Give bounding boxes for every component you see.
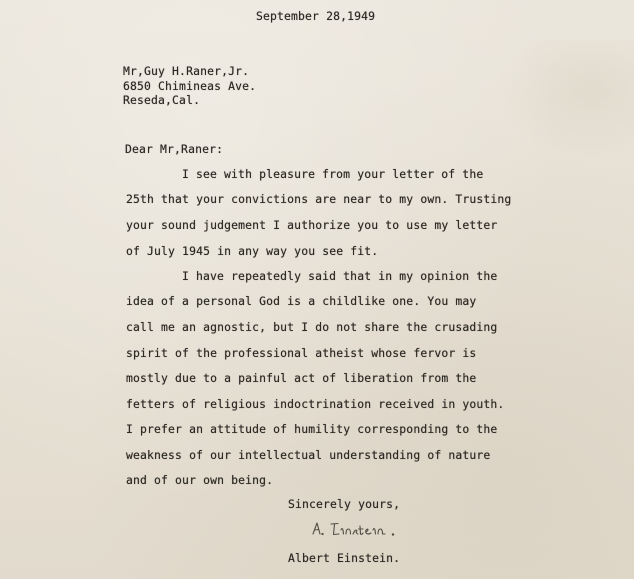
paragraph-1-line: I see with pleasure from your letter of the xyxy=(182,167,484,181)
recipient-street: 6850 Chimineas Ave. xyxy=(123,79,257,93)
paragraph-2-line: idea of a personal God is a childlike one. You may xyxy=(126,294,477,308)
closing: Sincerely yours, xyxy=(288,497,401,511)
paragraph-2-line: and of our own being. xyxy=(126,473,274,487)
paper-stain xyxy=(494,40,634,160)
paragraph-2-line: mostly due to a painful act of liberation from the xyxy=(126,371,477,385)
salutation: Dear Mr,Raner: xyxy=(125,142,224,156)
letter-date: September 28,1949 xyxy=(256,9,376,23)
paragraph-1-line: of July 1945 in any way you see fit. xyxy=(126,244,379,258)
recipient-city: Reseda,Cal. xyxy=(123,93,201,107)
recipient-name: Mr,Guy H.Raner,Jr. xyxy=(123,64,250,78)
paragraph-2-line: spirit of the professional atheist whose fervor is xyxy=(126,346,477,360)
paragraph-2-line: I have repeatedly said that in my opinion the xyxy=(182,269,498,283)
paragraph-2-line: fetters of religious indoctrination received in youth. xyxy=(126,397,505,411)
paragraph-2-line: I prefer an attitude of humility corresponding to the xyxy=(126,422,498,436)
paragraph-1-line: your sound judgement I authorize you to use my letter xyxy=(126,218,498,232)
paragraph-1-line: 25th that your convictions are near to my own. Trusting xyxy=(126,192,512,206)
paragraph-2-line: call me an agnostic, but I do not share the crusading xyxy=(126,320,498,334)
typed-signature-name: Albert Einstein. xyxy=(288,551,401,565)
paragraph-2-line: weakness of our intellectual understanding of nature xyxy=(126,448,491,462)
handwritten-signature xyxy=(305,514,415,542)
